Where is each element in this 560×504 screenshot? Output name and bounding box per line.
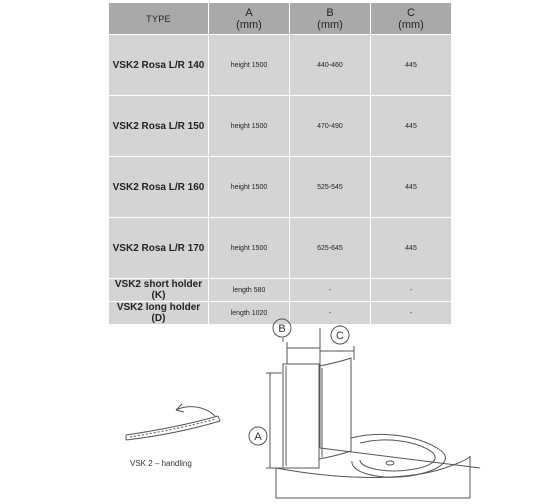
type-cell: VSK2 Rosa L/R 170: [109, 218, 209, 279]
type-cell: VSK2 Rosa L/R 150: [109, 96, 209, 157]
label-c: C: [336, 330, 344, 342]
table-row: [109, 157, 452, 218]
header-b: B (mm): [290, 3, 371, 35]
a-cell: height 1500: [209, 157, 290, 218]
type-cell: VSK2 Rosa L/R 140: [109, 35, 209, 96]
label-b: B: [278, 323, 286, 335]
header-type: TYPE: [109, 3, 209, 35]
dimension-c: [320, 346, 354, 360]
a-cell: height 1500: [209, 35, 290, 96]
b-cell: 470-490: [290, 96, 371, 157]
bath-screen-diagram: [0, 318, 560, 504]
b-cell: 525-545: [290, 157, 371, 218]
label-a: A: [254, 431, 262, 443]
a-cell: length 1020: [209, 302, 290, 325]
b-cell: 625-645: [290, 218, 371, 279]
type-cell: VSK2 Rosa L/R 160: [109, 157, 209, 218]
c-cell: 445: [371, 157, 452, 218]
table-row: [109, 96, 452, 157]
c-cell: -: [371, 279, 452, 302]
type-cell: VSK2 long holder (D): [109, 302, 209, 325]
handling-sketch: [126, 404, 220, 440]
table-row: [109, 279, 452, 302]
b-cell: -: [290, 279, 371, 302]
b-cell: 440-460: [290, 35, 371, 96]
shower-screen: [283, 358, 351, 468]
header-a: A (mm): [209, 3, 290, 35]
b-cell: -: [290, 302, 371, 325]
table-row: [109, 35, 452, 96]
bathtub: [276, 434, 470, 498]
a-cell: length 580: [209, 279, 290, 302]
a-cell: height 1500: [209, 218, 290, 279]
c-cell: 445: [371, 218, 452, 279]
dimension-a: [266, 373, 282, 468]
dimension-b: [283, 338, 320, 364]
type-cell: VSK2 short holder (K): [109, 279, 209, 302]
c-cell: 445: [371, 96, 452, 157]
wall-corner: [320, 328, 480, 468]
spec-table: [108, 2, 452, 325]
a-cell: height 1500: [209, 96, 290, 157]
c-cell: 445: [371, 35, 452, 96]
table-header-row: [109, 3, 452, 35]
header-c: C (mm): [371, 3, 452, 35]
handling-caption: VSK 2 – handling: [130, 459, 192, 468]
table-row: [109, 218, 452, 279]
c-cell: -: [371, 302, 452, 325]
